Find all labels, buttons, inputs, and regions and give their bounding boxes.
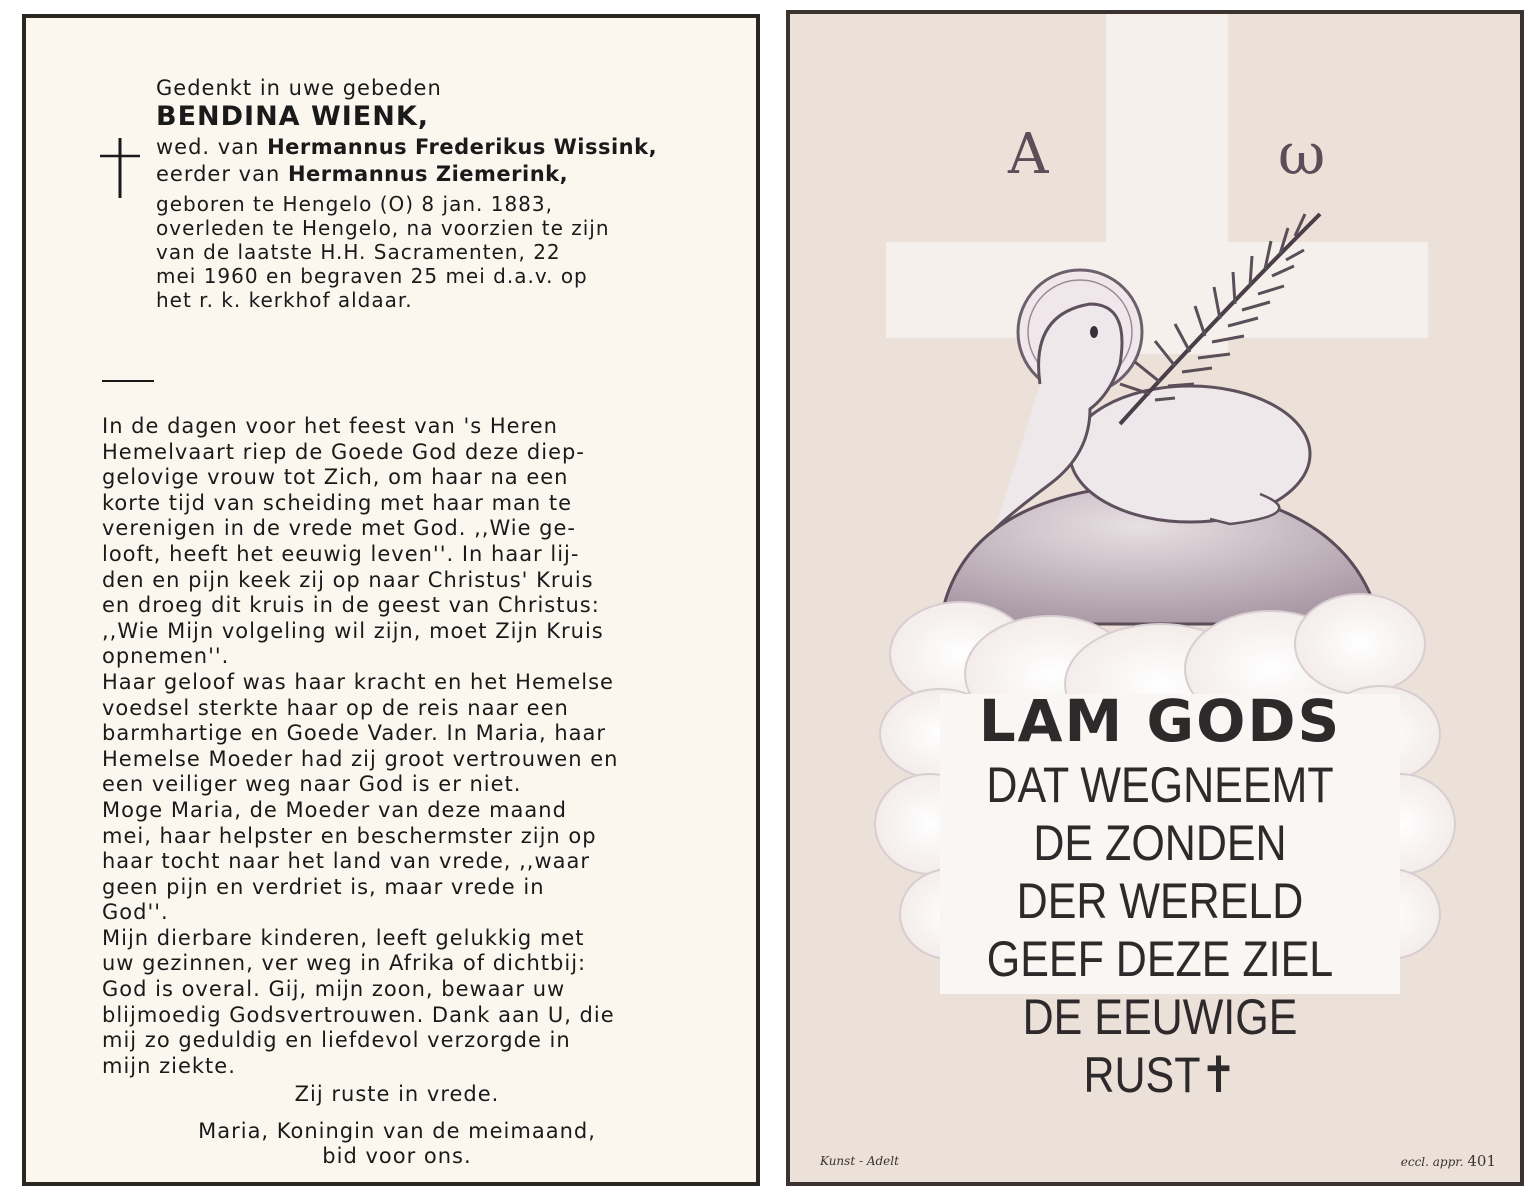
card-body xyxy=(102,356,692,1169)
body-line: mei, haar helpster en beschermster zijn op xyxy=(102,823,597,848)
approval-text: eccl. appr. xyxy=(1400,1155,1464,1169)
prayer-line-1: Maria, Koningin van de meimaand, xyxy=(198,1119,596,1144)
intro-line: Gedenkt in uwe gebeden xyxy=(156,76,442,100)
body-line: God is overal. Gij, mijn zoon, bewaar uw xyxy=(102,977,566,1002)
body-line: korte tijd van scheiding met haar man te xyxy=(102,490,573,515)
body-line: een veiliger weg naar God is er niet. xyxy=(102,772,522,797)
biography xyxy=(156,192,692,312)
memorial-text xyxy=(102,414,692,1079)
body-line: Moge Maria, de Moeder van deze maand xyxy=(102,797,567,822)
motto-line: DE ZONDEN xyxy=(1033,815,1287,871)
divider xyxy=(102,380,154,382)
body-line: barmhartige en Goede Vader. In Maria, haar xyxy=(102,721,607,746)
publisher-credit: Kunst - Adelt xyxy=(820,1154,899,1168)
body-line: en droeg dit kruis in de geest van Christus: xyxy=(102,593,600,618)
body-line: God''. xyxy=(102,900,169,925)
memorial-card-text-side xyxy=(22,14,760,1186)
body-line: ,,Wie Mijn volgeling wil zijn, moet Zijn Kruis xyxy=(102,618,604,643)
body-line: Hemelse Moeder had zij groot vertrouwen en xyxy=(102,746,619,771)
body-line: Haar geloof was haar kracht en het Hemelse xyxy=(102,669,614,694)
widow-line xyxy=(156,134,692,161)
card-text-block xyxy=(102,76,692,312)
body-line: opnemen''. xyxy=(102,644,230,669)
motto-line: DER WERELD xyxy=(1016,873,1304,929)
body-line: Hemelvaart riep de Goede God deze diep- xyxy=(102,439,585,464)
first-husband: Hermannus Frederikus Wissink, xyxy=(267,135,658,159)
alpha-symbol: A xyxy=(1008,122,1049,187)
motto-line: DAT WEGNEEMT xyxy=(986,757,1334,813)
bio-line: het r. k. kerkhof aldaar. xyxy=(156,288,413,312)
earlier-line xyxy=(156,161,692,188)
body-line: In de dagen voor het feest van 's Heren xyxy=(102,414,558,438)
deceased-name: BENDINA WIENK, xyxy=(156,101,430,132)
body-line: gelovige vrouw tot Zich, om haar na een xyxy=(102,465,569,490)
card-number: 401 xyxy=(1467,1152,1496,1170)
bio-line: overleden te Hengelo, na voorzien te zijn xyxy=(156,216,610,240)
memorial-card-image-side xyxy=(786,10,1524,1186)
bio-line: van de laatste H.H. Sacramenten, 22 xyxy=(156,240,561,264)
motto-line: DE EEUWIGE RUST✝ xyxy=(1022,989,1298,1103)
body-line: voedsel sterkte haar op de reis naar een xyxy=(102,695,569,720)
widow-prefix: wed. van xyxy=(156,135,260,159)
body-line: uw gezinnen, ver weg in Afrika of dichtbij: xyxy=(102,951,587,976)
motto xyxy=(910,686,1410,1104)
body-line: Mijn dierbare kinderen, leeft gelukkig met xyxy=(102,925,585,950)
rest-in-peace: Zij ruste in vrede. xyxy=(294,1082,500,1107)
body-line: blijmoedig Godsvertrouwen. Dank aan U, die xyxy=(102,1002,615,1027)
body-line: mij zo geduldig en liefdevol verzorgde in xyxy=(102,1028,571,1053)
approval-note xyxy=(1401,1152,1496,1170)
motto-line: GEEF DEZE ZIEL xyxy=(986,931,1334,987)
omega-symbol: ω xyxy=(1278,120,1326,188)
body-line: looft, heeft het eeuwig leven''. In haar lij- xyxy=(102,541,580,566)
motto-title: LAM GODS xyxy=(978,687,1342,755)
body-line: verenigen in de vrede met God. ,,Wie ge- xyxy=(102,516,577,541)
body-line: mijn ziekte. xyxy=(102,1053,236,1078)
bio-line: geboren te Hengelo (O) 8 jan. 1883, xyxy=(156,192,553,216)
earlier-prefix: eerder van xyxy=(156,162,281,186)
cross-icon xyxy=(100,138,140,198)
body-line: den en pijn keek zij op naar Christus' Kruis xyxy=(102,567,594,592)
prayer-line-2: bid voor ons. xyxy=(322,1144,472,1169)
bio-line: mei 1960 en begraven 25 mei d.a.v. op xyxy=(156,264,588,288)
second-husband: Hermannus Ziemerink, xyxy=(287,162,569,186)
body-line: haar tocht naar het land van vrede, ,,waar xyxy=(102,849,591,874)
body-line: geen pijn en verdriet is, maar vrede in xyxy=(102,874,545,899)
